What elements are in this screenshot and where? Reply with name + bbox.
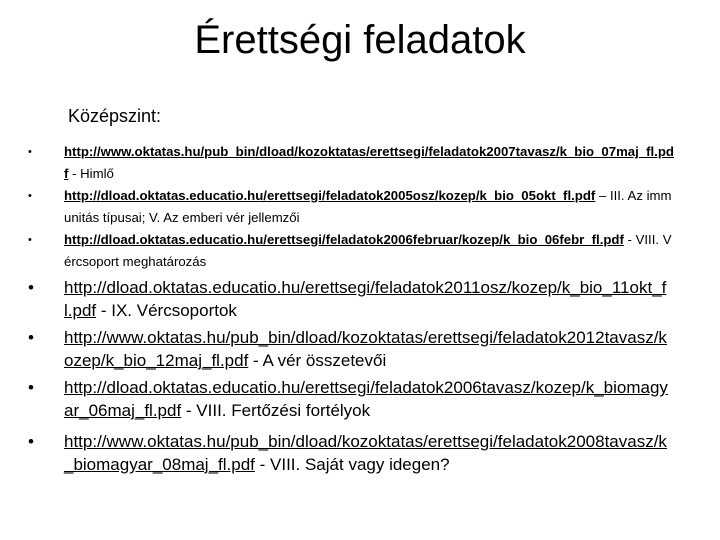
pdf-link[interactable]: http://www.oktatas.hu/pub_bin/dload/kozoktatas/erettsegi/feladatok2012tavasz/kozep/k_bio_12maj_fl.pdf [64,328,667,370]
pdf-link[interactable]: http://dload.oktatas.educatio.hu/erettsegi/feladatok2005osz/kozep/k_bio_05okt_fl.pdf [64,188,596,203]
subtitle: Középszint: [68,106,162,126]
pdf-link[interactable]: http://www.oktatas.hu/pub_bin/dload/kozoktatas/erettsegi/feladatok2008tavasz/k_biomagyar_08maj_fl.pdf [64,432,667,474]
bullet: • [28,432,34,451]
bullet: • [28,190,32,202]
bullet: • [28,146,32,158]
pdf-link[interactable]: http://dload.oktatas.educatio.hu/erettsegi/feladatok2006februar/kozep/k_bio_06febr_fl.pdf [64,232,624,247]
item-description: - VIII. Fertőzési fortélyok [181,401,371,420]
item-description: - A vér összetevői [248,351,387,370]
bullet: • [28,328,34,347]
bullet: • [28,378,34,397]
slide-title: Érettségi feladatok [194,18,526,62]
pdf-link[interactable]: http://www.oktatas.hu/pub_bin/dload/kozoktatas/erettsegi/feladatok2007tavasz/k_bio_07maj_fl.pdf [64,144,674,181]
item-description: - Himlő [68,166,114,181]
bullet: • [28,234,32,246]
pdf-link[interactable]: http://dload.oktatas.educatio.hu/erettsegi/feladatok2006tavasz/kozep/k_biomagyar_06maj_fl.pdf [64,378,668,420]
item-description: - VIII. Saját vagy idegen? [254,455,450,474]
pdf-link[interactable]: http://dload.oktatas.educatio.hu/erettsegi/feladatok2011osz/kozep/k_bio_11okt_fl.pdf [64,278,667,320]
item-description: - VIII. Vércsoport meghatározás [64,232,672,269]
item-description: - IX. Vércsoportok [96,301,237,320]
bullet: • [28,278,34,297]
item-description: – III. Az immunitás típusai; V. Az emberi vér jellemzői [64,188,672,225]
